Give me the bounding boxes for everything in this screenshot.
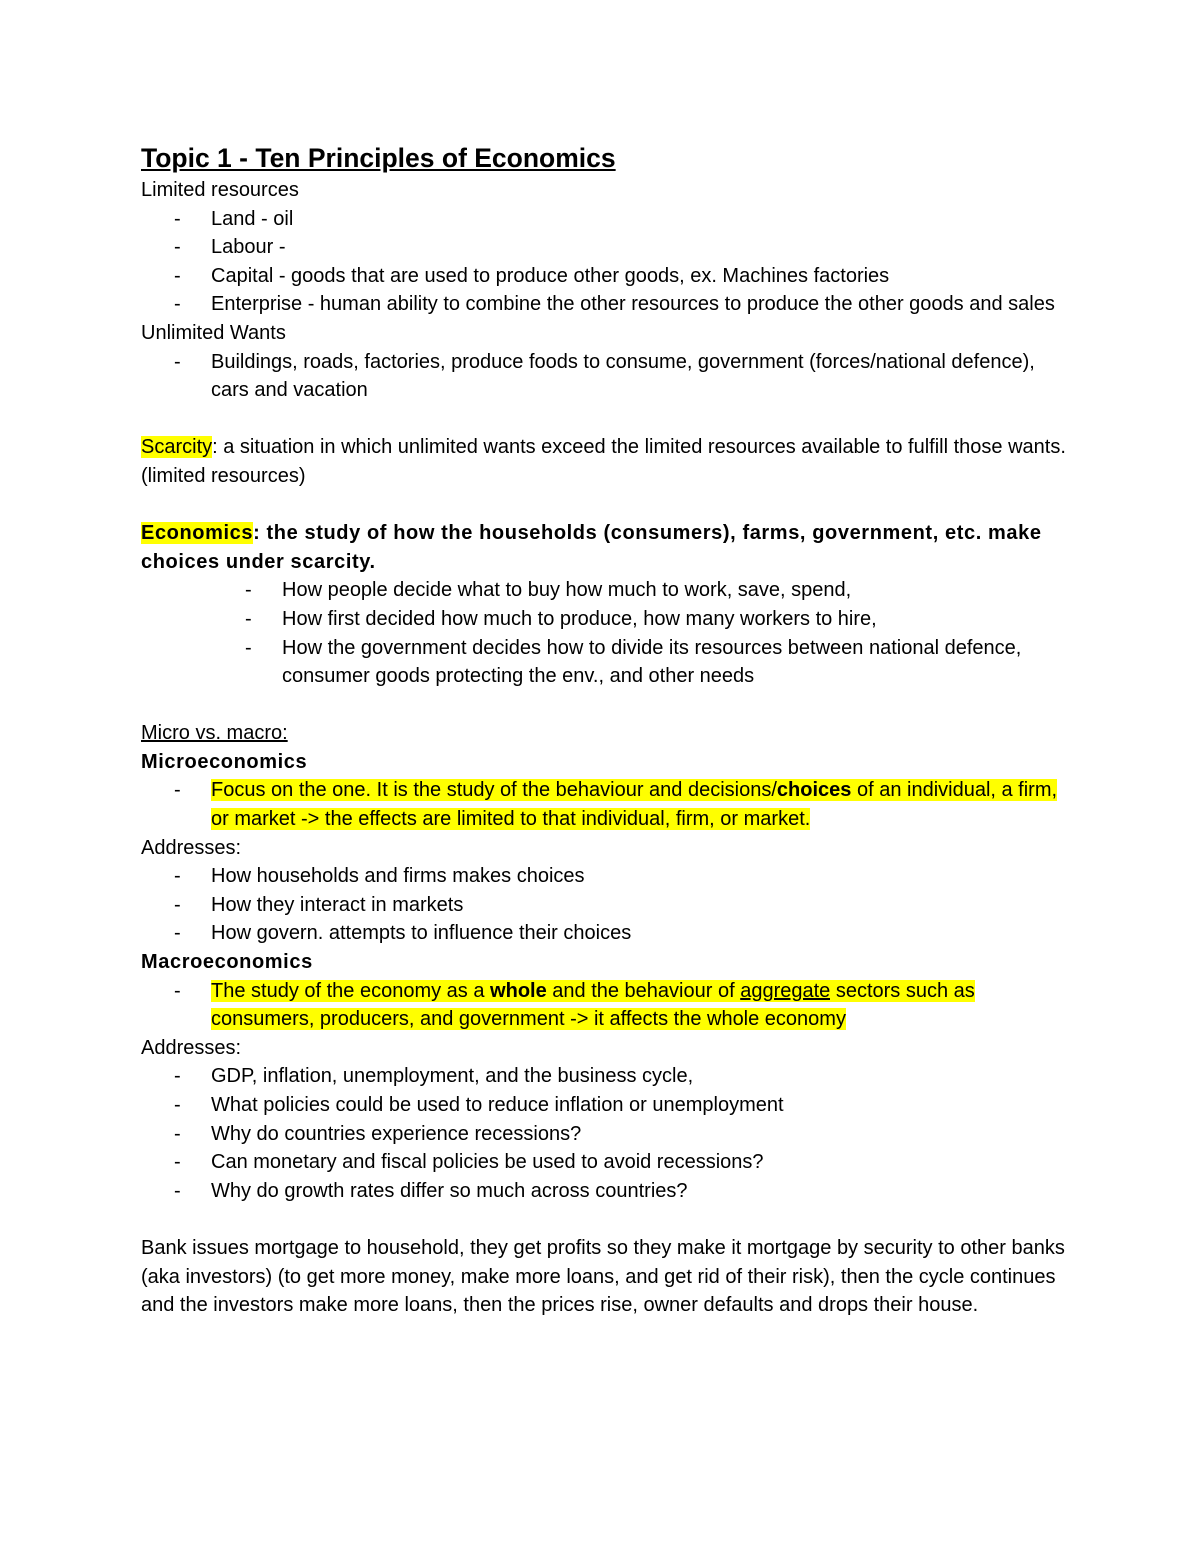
scarcity-term: Scarcity [141,436,213,459]
macro-addresses-list [141,1062,1071,1205]
micro-def-part: of an individual, a firm, or market -> the effects are limited to that individual, firm, or market. [211,779,1058,831]
macro-addresses-label: Addresses: [141,1036,242,1059]
micro-def-part: Focus on the one. It is the study of the behaviour and decisions/ [211,779,777,802]
list-item: - Can monetary and fiscal policies be used to avoid recessions? [211,1148,1071,1177]
spacer [141,691,1071,720]
list-item: - How first decided how much to produce, how many workers to hire, [282,605,1071,634]
list-item: - How households and firms makes choices [211,862,1071,891]
bank-paragraph: Bank issues mortgage to household, they get profits so they make it mortgage by security to other banks (aka investors) (to get more money, make more loans, and get rid of their risk), then the cycle continues and the investors make more loans, then the prices rise, owner defaults and drops their house. [141,1236,1065,1317]
list-item: - Labour - [211,233,1071,262]
list-item: - Capital - goods that are used to produce other goods, ex. Machines factories [211,262,1071,291]
macro-def-underline: aggregate [740,979,831,1002]
micro-vs-macro-heading: Micro vs. macro: [141,722,288,745]
spacer [141,491,1071,520]
list-item: - Enterprise - human ability to combine the other resources to produce the other goods and sales [211,290,1071,319]
scarcity-text: : a situation in which unlimited wants exceed the limited resources available to fulfill those wants. (limited resources) [141,436,1066,487]
list-item: - Buildings, roads, factories, produce foods to consume, government (forces/national defence), cars and vacation [211,348,1071,405]
micro-addresses-label: Addresses: [141,836,242,859]
document-title: Topic 1 - Ten Principles of Economics [141,143,616,173]
list-item: - How people decide what to buy how much to work, save, spend, [282,576,1071,605]
macro-definition-list [141,977,1071,1034]
spacer [141,1205,1071,1234]
limited-resources-heading: Limited resources [141,179,299,201]
macro-def-part: and the behaviour of [546,979,741,1002]
macro-heading: Macroeconomics [141,951,313,974]
macro-definition [211,977,1071,1034]
document-page [141,140,1071,1320]
limited-resources-list [141,205,1071,319]
list-item: - How govern. attempts to influence their choices [211,919,1071,948]
list-item: - Land - oil [211,205,1071,234]
list-item: - Why do growth rates differ so much across countries? [211,1177,1071,1206]
micro-addresses-list [141,862,1071,948]
macro-def-part: sectors such as consumers, producers, and government -> it affects the whole economy [211,979,975,1031]
macro-def-part: The study of the economy as a [211,979,491,1002]
list-item: - How they interact in markets [211,891,1071,920]
economics-text: : the study of how the households (consumers), farms, government, etc. make choices under scarcity. [141,522,1042,573]
unlimited-wants-list [141,348,1071,405]
spacer [141,405,1071,434]
list-item: - How the government decides how to divide its resources between national defence, consumer goods protecting the env., and other needs [282,634,1071,691]
economics-definition [141,519,1071,576]
micro-definition-list [141,776,1071,833]
list-item: - GDP, inflation, unemployment, and the business cycle, [211,1062,1071,1091]
list-item: - What policies could be used to reduce inflation or unemployment [211,1091,1071,1120]
economics-list [141,576,1071,690]
micro-heading: Microeconomics [141,750,308,773]
list-item: - Why do countries experience recessions? [211,1120,1071,1149]
micro-def-bold: choices [776,779,852,802]
unlimited-wants-heading: Unlimited Wants [141,321,286,344]
scarcity-definition [141,433,1071,490]
macro-def-bold: whole [490,979,547,1002]
economics-term: Economics [141,522,254,545]
micro-definition [211,776,1071,833]
